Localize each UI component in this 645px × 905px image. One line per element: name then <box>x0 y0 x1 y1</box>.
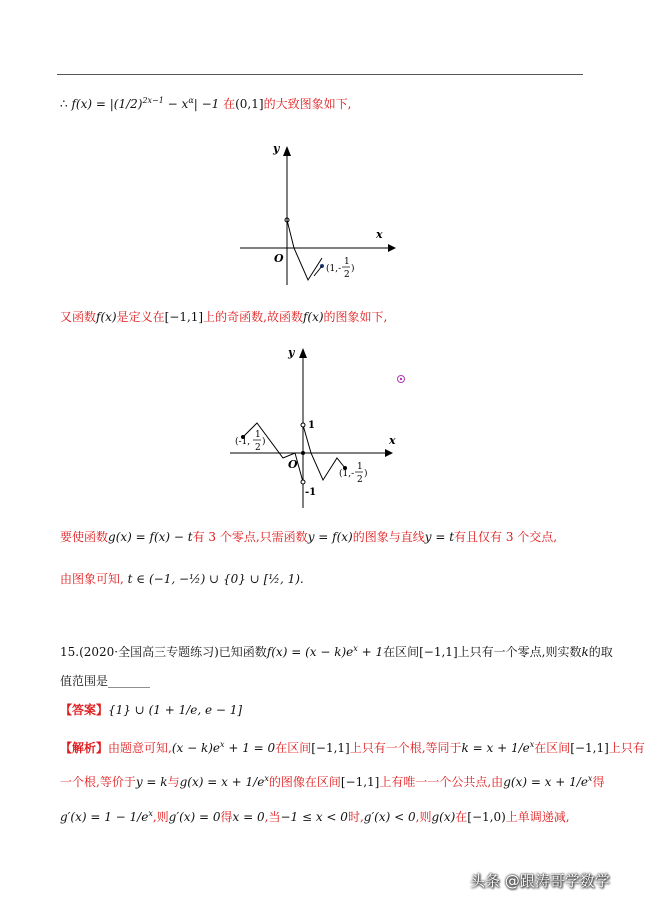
graph1-point-label-a: (1,- <box>326 264 342 274</box>
analysis-line-1: 【解析】由题意可知$,(x - k)e^x + 1 = 0$在区间[−1,1]上只有一个根,等同于$k = x + 1/e^x$在区间[−1,1]上只有 <box>60 740 645 755</box>
graph2-origin-point <box>301 451 305 455</box>
graph2-x-label: x <box>389 434 396 447</box>
cursor-marker-icon <box>394 372 408 386</box>
graph2-y-arrow <box>299 348 307 358</box>
graph1-point-num: 1 <box>344 257 350 267</box>
graph1-x-arrow <box>388 244 396 252</box>
problem-15-line-2: 值范围是_______ <box>60 674 151 688</box>
answer-value: {1} ∪ (1 + 1/e, e − 1] <box>108 703 243 717</box>
graph2-origin-label: O <box>288 458 298 471</box>
graph1-x-label: x <box>376 228 383 241</box>
line-4: 由图象可知, t ∈ (−1, −½) ∪ {0} ∪ [½, 1). <box>60 572 304 586</box>
graph-2 <box>225 340 425 510</box>
graph2-open-point-top <box>301 423 305 427</box>
line-1: ∴ $f(x) = |(1/2)^{2x-1} - x^\alpha| -1$ 在(0,1]的大致图象如下, <box>60 96 352 111</box>
graph1-curve <box>287 220 322 280</box>
graph2-y-label: y <box>288 346 295 359</box>
analysis-label: 【解析】 <box>60 741 109 755</box>
graph1-curve-end <box>314 266 322 276</box>
top-rule <box>57 74 583 75</box>
graph2-x-arrow <box>385 449 393 457</box>
graph2-one-label: 1 <box>308 420 315 431</box>
watermark: 头条 @跟涛哥学数学 <box>470 872 610 890</box>
analysis-line-2: 一个根,等价于y = k与$g(x) = x + 1/e^x$的图像在区间[−1,1]上有唯一一个公共点,由$g(x) = x + 1/e^x$得 <box>60 774 605 789</box>
line-3: 要使函数g(x) = f(x) − t有 3 个零点,只需函数y = f(x)的图象与直线y = t有且仅有 3 个交点, <box>60 530 558 544</box>
f-expression: $f(x) = |(1/2)^{2x-1} - x^\alpha| -1$ <box>71 96 220 111</box>
graph2-open-point-bottom <box>301 480 305 484</box>
graph2-left-label-a: (-1, <box>235 437 251 447</box>
graph1-y-arrow <box>283 146 291 156</box>
line-2: 又函数f(x)是定义在[−1,1]上的奇函数,故函数f(x)的图象如下, <box>60 310 388 324</box>
graph2-left-label-b: ) <box>262 437 266 447</box>
graph2-neg-one-label: -1 <box>305 487 317 498</box>
graph2-left-den: 2 <box>255 443 261 453</box>
analysis-line-3: $g'(x) = 1 - 1/e^x$,则g′(x) = 0得x = 0,当−1 ≤ x < 0时,g′(x) < 0,则g(x)在[−1,0)上单调递减, <box>60 809 570 824</box>
graph2-right-den: 2 <box>357 475 363 485</box>
graph1-point-den: 2 <box>344 270 350 280</box>
graph2-right-label-b: ) <box>364 469 368 479</box>
graph1-origin-label: O <box>274 252 284 265</box>
graph-1 <box>230 140 410 290</box>
graph1-point-label-b: ) <box>351 264 355 274</box>
problem-15-line-1: 15.(2020·全国高三专题练习)已知函数$f(x) = (x - k)e^x + 1$在区间[−1,1]上只有一个零点,则实数k的取 <box>60 644 613 659</box>
answer-line <box>60 701 242 719</box>
graph2-right-label-a: (1,- <box>339 469 355 479</box>
problem-15-function: $f(x) = (x - k)e^x + 1$ <box>266 644 384 659</box>
graph1-y-label: y <box>273 142 280 155</box>
graph2-right-num: 1 <box>357 462 363 472</box>
graph2-left-num: 1 <box>255 430 261 440</box>
answer-label: 【答案】 <box>60 703 109 717</box>
